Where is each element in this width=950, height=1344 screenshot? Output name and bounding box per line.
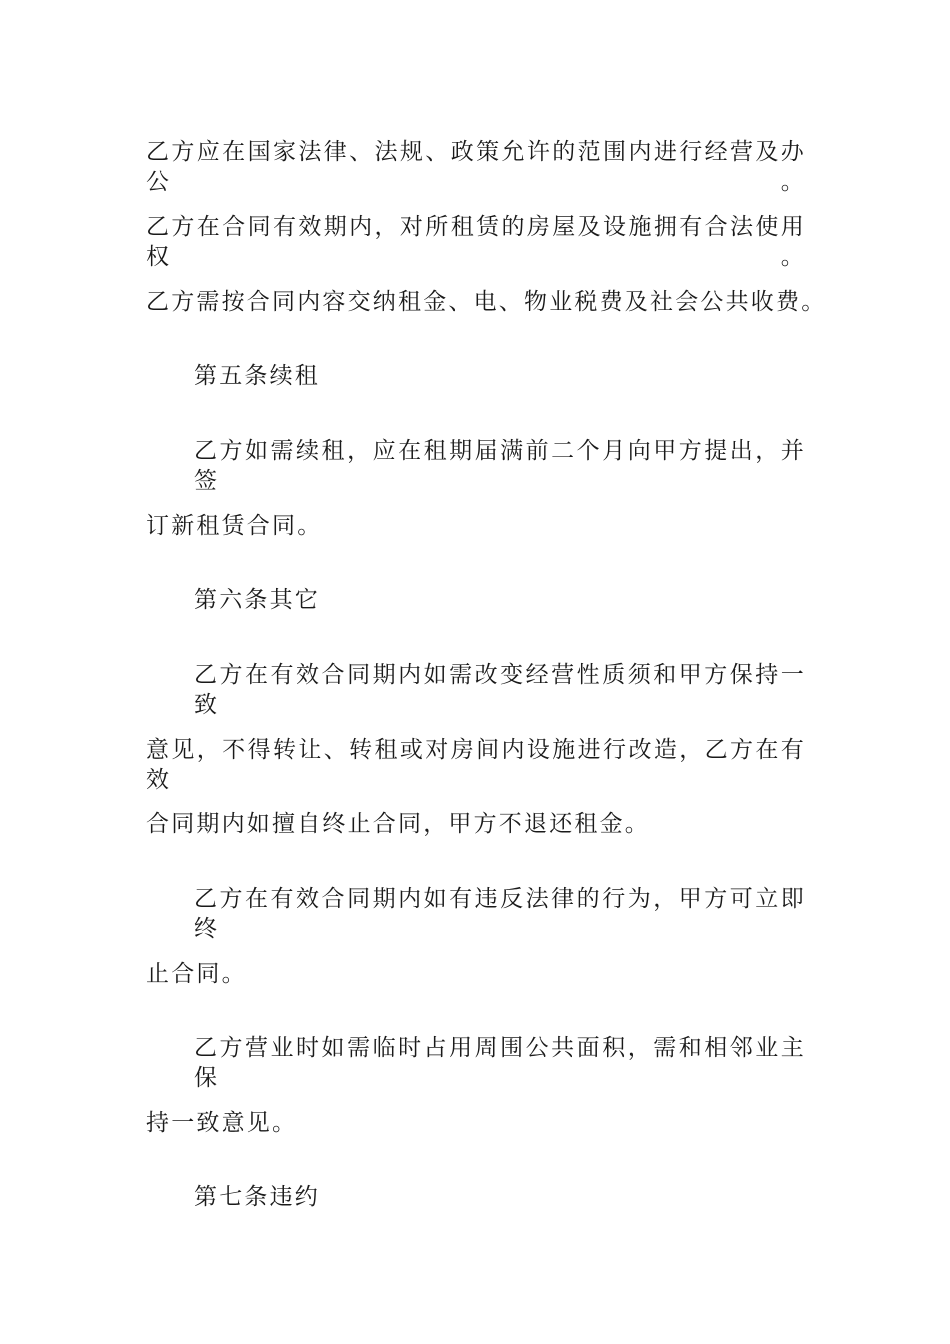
paragraph-line: 乙方在有效合同期内如需改变经营性质须和甲方保持一致 <box>194 662 806 718</box>
paragraph-line: 订新租赁合同。 <box>146 513 323 539</box>
paragraph-line: 意见，不得转让、转租或对房间内设施进行改造，乙方在有效 <box>146 737 806 793</box>
paragraph-line: 乙方如需续租，应在租期届满前二个月向甲方提出，并签 <box>194 438 806 494</box>
paragraph-line: 乙方营业时如需临时占用周围公共面积，需和相邻业主保 <box>194 1035 806 1091</box>
paragraph-line: 合同期内如擅自终止合同，甲方不退还租金。 <box>146 811 650 837</box>
paragraph-line: 乙方需按合同内容交纳租金、电、物业税费及社会公共收费。 <box>146 289 827 315</box>
paragraph-line: 乙方应在国家法律、法规、政策允许的范围内进行经营及办公。 <box>146 139 806 195</box>
section-heading: 第六条其它 <box>194 587 320 613</box>
section-heading: 第七条违约 <box>194 1184 320 1210</box>
paragraph-line: 持一致意见。 <box>146 1110 298 1136</box>
paragraph-line: 乙方在有效合同期内如有违反法律的行为，甲方可立即终 <box>194 886 806 942</box>
paragraph-line: 乙方在合同有效期内，对所租赁的房屋及设施拥有合法使用权。 <box>146 214 806 270</box>
section-heading: 第五条续租 <box>194 363 320 389</box>
paragraph-line: 止合同。 <box>146 961 247 987</box>
